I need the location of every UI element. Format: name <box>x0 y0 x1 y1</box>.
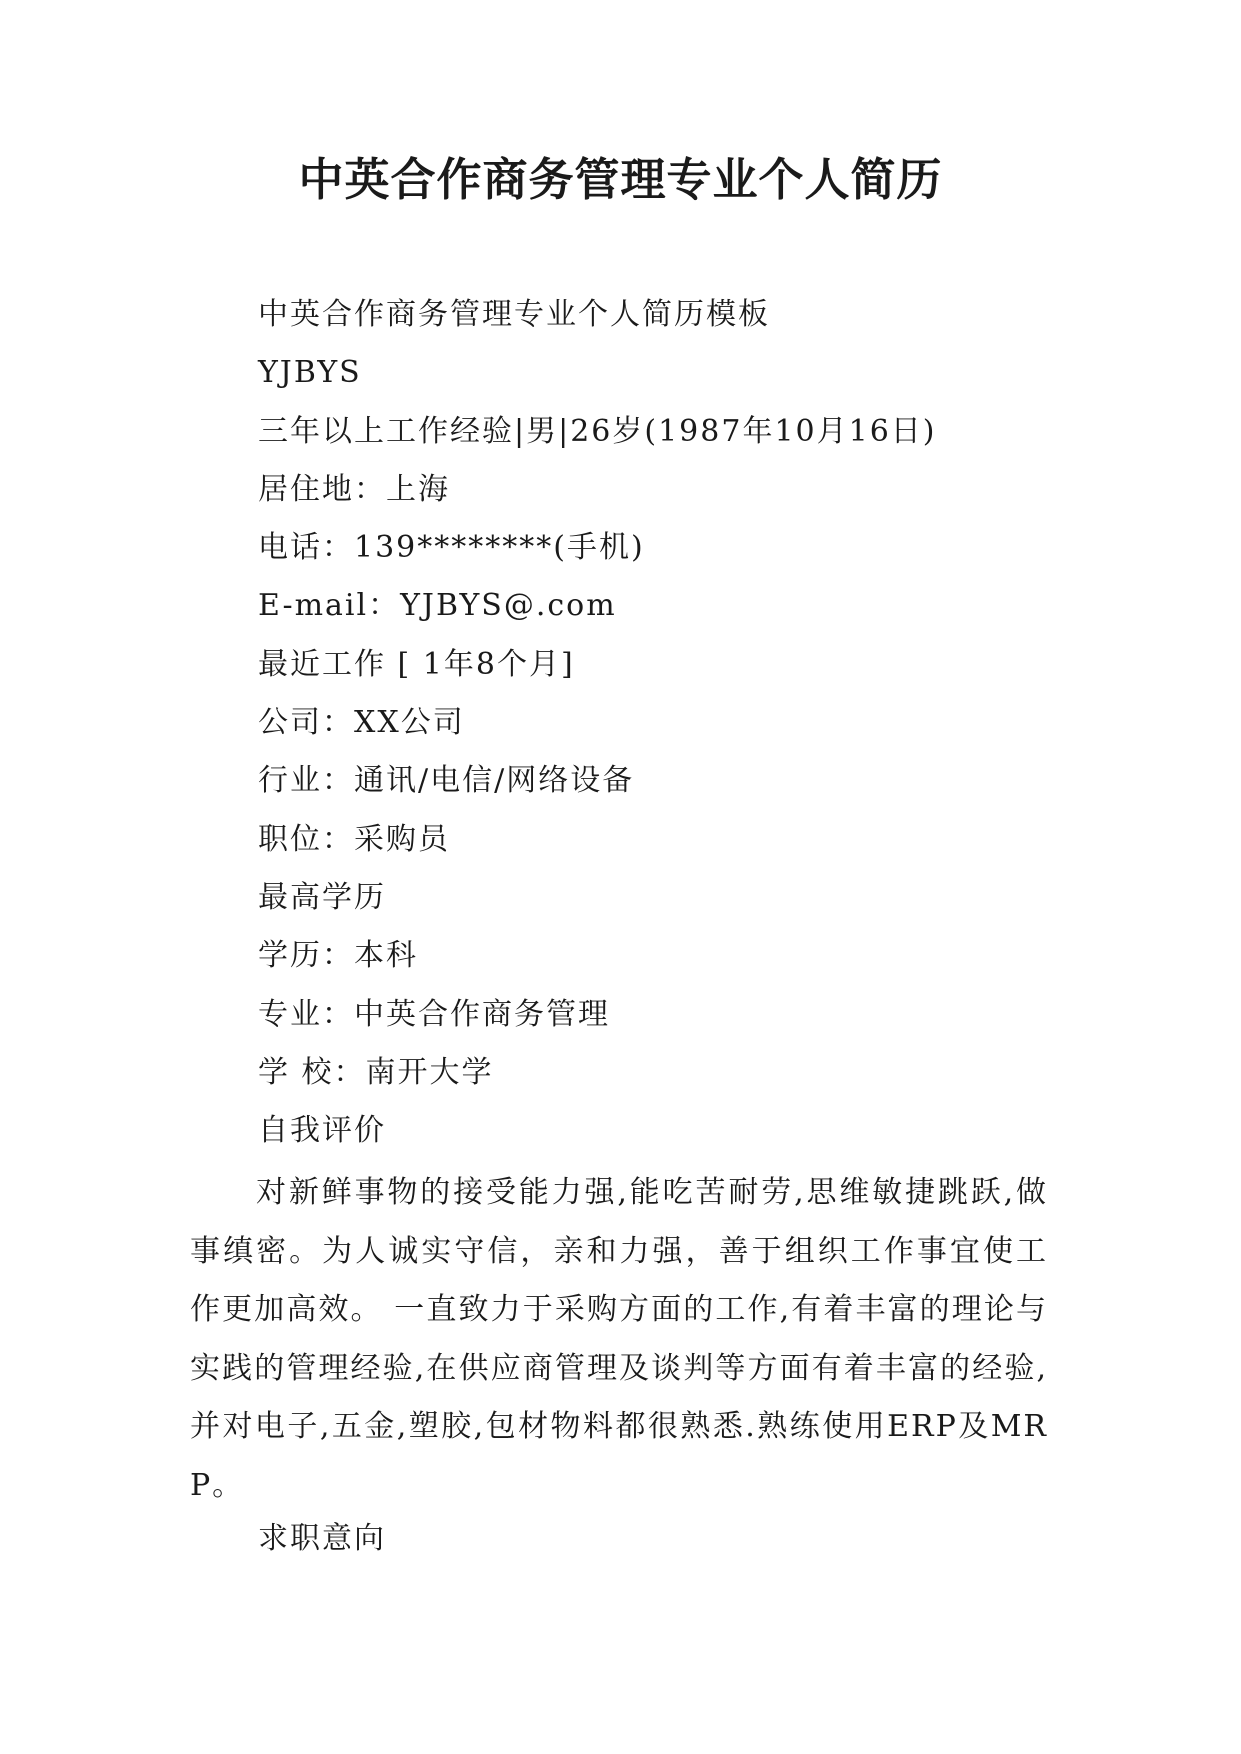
resume-education-heading: 最高学历 <box>258 879 386 915</box>
resume-industry: 行业：通讯/电信/网络设备 <box>258 763 635 799</box>
resume-phone: 电话：139********(手机) <box>258 530 645 566</box>
resume-company: 公司：XX公司 <box>258 705 465 741</box>
resume-template-title: 中英合作商务管理专业个人简历模板 <box>258 297 770 332</box>
job-intention-heading: 求职意向 <box>258 1521 386 1556</box>
resume-school: 学 校：南开大学 <box>258 1054 494 1090</box>
resume-experience-gender-age: 三年以上工作经验|男|26岁(1987年10月16日) <box>258 413 937 449</box>
resume-self-evaluation-heading: 自我评价 <box>258 1113 386 1149</box>
resume-position: 职位：采购员 <box>258 821 450 857</box>
resume-major: 专业：中英合作商务管理 <box>258 996 610 1032</box>
resume-recent-work: 最近工作 [ 1年8个月] <box>258 646 575 682</box>
self-evaluation-paragraph: 对新鲜事物的接受能力强,能吃苦耐劳,思维敏捷跳跃,做事缜密。为人诚实守信，亲和力强，善于组织工作事宜使工作更加高效。 一直致力于采购方面的工作,有着丰富的理论与实践的管理经验,在供应商管理及谈判等方面有着丰富的经验,并对电子,五金,塑胶,包材物料都很熟悉.熟练使用ERP及MRP。 <box>190 1175 1048 1503</box>
resume-degree: 学历：本科 <box>258 938 418 974</box>
resume-source-tag: YJBYS <box>258 355 362 391</box>
resume-email: E-mail：YJBYS@.com <box>258 588 617 624</box>
document-title: 中英合作商务管理专业个人简历 <box>298 153 943 206</box>
resume-residence: 居住地：上海 <box>258 471 450 507</box>
resume-field-list <box>258 290 937 1164</box>
